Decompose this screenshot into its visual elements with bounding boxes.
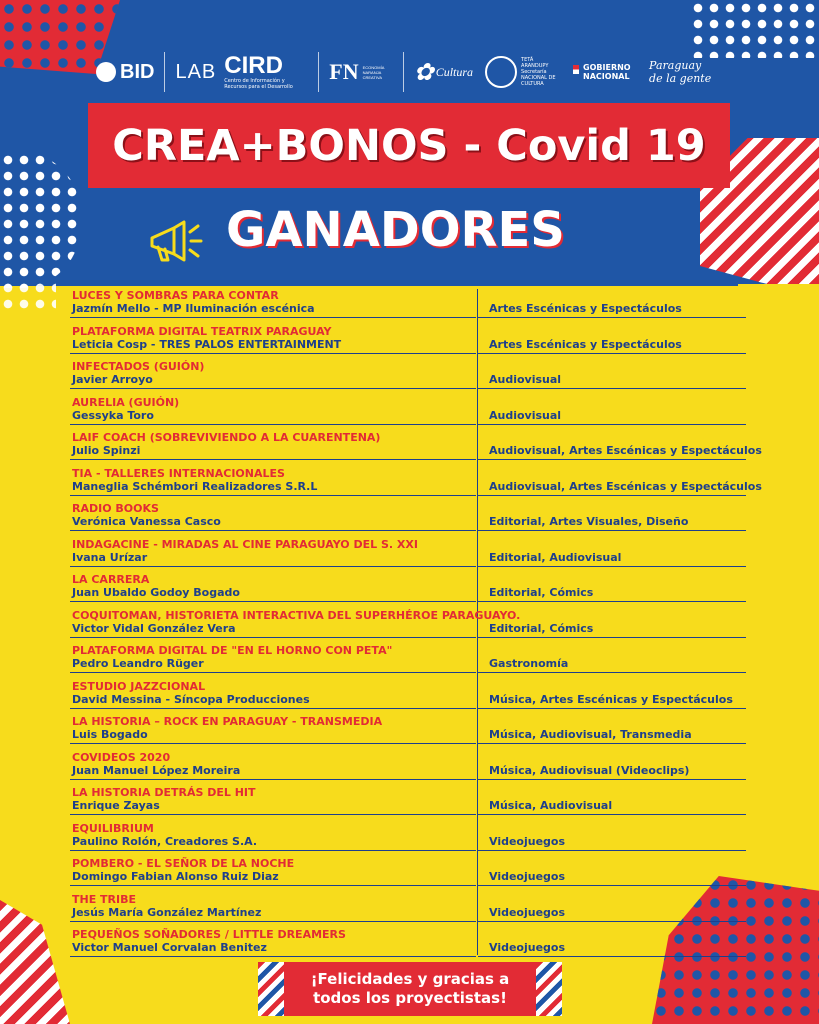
project-name: LUCES Y SOMBRAS PARA CONTAR (72, 289, 279, 302)
project-name: PLATAFORMA DIGITAL TEATRIX PARAGUAY (72, 324, 332, 338)
winner-row (0, 928, 819, 963)
winner-name: Juan Ubaldo Godoy Bogado (72, 586, 240, 599)
title-banner (88, 103, 730, 188)
category: Videojuegos (489, 870, 566, 883)
category: Audiovisual, Artes Escénicas y Espectáculos (489, 444, 762, 457)
project-name: INDAGACINE - MIRADAS AL CINE PARAGUAYO DEL S. XXI (72, 537, 418, 551)
flag-stripe-left (258, 962, 284, 1016)
category: Artes Escénicas y Espectáculos (489, 337, 682, 351)
cird-logo: CIRD Centro de Información y Recursos para el Desarrollo (224, 52, 293, 90)
sponsor-logos (96, 44, 736, 100)
row-divider (478, 956, 746, 957)
logo-divider (164, 52, 165, 92)
row-divider (478, 530, 746, 531)
row-divider (478, 672, 746, 673)
winner-row (0, 431, 819, 466)
winner-row (0, 396, 819, 431)
category: Videojuegos (489, 834, 566, 848)
row-divider (478, 353, 746, 354)
project-name: LA HISTORIA DETRÁS DEL HIT (72, 786, 256, 799)
row-divider (70, 530, 476, 531)
row-divider (478, 743, 746, 744)
globe-icon (96, 62, 116, 82)
project-name: TIA - TALLERES INTERNACIONALES (72, 466, 285, 480)
row-divider (478, 424, 746, 425)
winner-row (0, 573, 819, 608)
row-divider (70, 388, 476, 389)
project-name: POMBERO - EL SEÑOR DE LA NOCHE (72, 857, 295, 870)
category: Videojuegos (489, 905, 566, 919)
row-divider (478, 850, 746, 851)
winner-row (0, 893, 819, 928)
winner-name: Paulino Rolón, Creadores S.A. (72, 834, 258, 848)
row-divider (478, 566, 746, 567)
winner-name: Javier Arroyo (72, 373, 153, 386)
logo-divider (403, 52, 404, 92)
winner-row (0, 467, 819, 502)
logo-divider (318, 52, 319, 92)
project-name: LA CARRERA (72, 573, 150, 586)
row-divider (70, 601, 476, 602)
winner-name: Leticia Cosp - TRES PALOS ENTERTAINMENT (72, 337, 342, 351)
project-name: PEQUEÑOS SOÑADORES / LITTLE DREAMERS (72, 928, 346, 941)
row-divider (478, 637, 746, 638)
page-title: CREA+BONOS - Covid 19 (112, 120, 706, 171)
snc-logo: TETÃ ARANDUPY Secretaría NACIONAL DE CULTURA (485, 56, 561, 88)
fn-logo: FN ECONOMÍA NARANJA CREATIVA (329, 59, 385, 84)
winner-row (0, 502, 819, 537)
winner-name: Ivana Urízar (72, 550, 148, 564)
footer-banner (258, 962, 562, 1016)
row-divider (478, 814, 746, 815)
winner-row (0, 715, 819, 750)
row-divider (70, 317, 476, 318)
winner-row (0, 360, 819, 395)
winner-name: Jazmín Mello - MP Iluminación escénica (72, 302, 315, 315)
row-divider (478, 708, 746, 709)
row-divider (70, 459, 476, 460)
row-divider (478, 495, 746, 496)
category: Editorial, Artes Visuales, Diseño (489, 515, 689, 528)
winner-row (0, 325, 819, 360)
project-name: RADIO BOOKS (72, 502, 159, 515)
project-name: COQUITOMAN, HISTORIETA INTERACTIVA DEL SUPERHÉROE PARAGUAYO. (72, 608, 521, 622)
winner-row (0, 609, 819, 644)
row-divider (70, 637, 476, 638)
row-divider (70, 495, 476, 496)
winner-name: Maneglia Schémbori Realizadores S.R.L (72, 479, 318, 493)
flag-icon (573, 65, 579, 79)
category: Audiovisual, Artes Escénicas y Espectáculos (489, 479, 762, 493)
winner-name: Domingo Fabian Alonso Ruiz Diaz (72, 870, 279, 883)
project-name: LA HISTORIA – ROCK EN PARAGUAY - TRANSMEDIA (72, 715, 383, 728)
winner-name: Pedro Leandro Rüger (72, 657, 204, 670)
winner-row (0, 538, 819, 573)
row-divider (70, 921, 476, 922)
winner-row (0, 289, 819, 324)
winner-name: Verónica Vanessa Casco (72, 515, 221, 528)
winner-name: Victor Manuel Corvalan Benitez (72, 941, 267, 954)
row-divider (70, 956, 476, 957)
category: Editorial, Cómics (489, 586, 594, 599)
category: Artes Escénicas y Espectáculos (489, 302, 682, 315)
bid-logo: BID (96, 61, 154, 84)
winner-name: Victor Vidal González Vera (72, 621, 236, 635)
winner-name: Luis Bogado (72, 728, 148, 741)
winner-name: David Messina - Síncopa Producciones (72, 692, 310, 706)
flag-stripe-right (536, 962, 562, 1016)
row-divider (70, 672, 476, 673)
row-divider (70, 850, 476, 851)
row-divider (478, 885, 746, 886)
winner-row (0, 822, 819, 857)
project-name: COVIDEOS 2020 (72, 750, 171, 764)
row-divider (478, 388, 746, 389)
category: Audiovisual (489, 373, 562, 386)
project-name: LAIF COACH (SOBREVIVIENDO A LA CUARENTENA) (72, 431, 381, 444)
flower-icon: ✿ (413, 59, 434, 86)
winner-row (0, 786, 819, 821)
lab-logo: LAB (175, 60, 217, 83)
row-divider (70, 814, 476, 815)
row-divider (70, 708, 476, 709)
row-divider (70, 885, 476, 886)
winner-row (0, 751, 819, 786)
paraguay-de-la-gente-logo: Paraguay de la gente (649, 59, 712, 85)
category: Editorial, Audiovisual (489, 550, 622, 564)
project-name: ESTUDIO JAZZCIONAL (72, 679, 206, 693)
row-divider (478, 601, 746, 602)
row-divider (478, 459, 746, 460)
category: Audiovisual (489, 408, 562, 422)
national-seal-icon (485, 56, 517, 88)
row-divider (478, 921, 746, 922)
category: Editorial, Cómics (489, 621, 594, 635)
category: Música, Audiovisual (489, 799, 613, 812)
project-name: PLATAFORMA DIGITAL DE "EN EL HORNO CON PETA" (72, 644, 393, 657)
megaphone-icon (144, 214, 206, 264)
winner-row (0, 680, 819, 715)
row-divider (70, 779, 476, 780)
category: Gastronomía (489, 657, 569, 670)
winners-heading: GANADORES (226, 202, 565, 258)
gobierno-logo: GOBIERNO NACIONAL (573, 63, 635, 81)
winner-row (0, 857, 819, 892)
category: Música, Audiovisual, Transmedia (489, 728, 692, 741)
row-divider (70, 743, 476, 744)
winner-name: Juan Manuel López Moreira (72, 763, 241, 777)
category: Música, Artes Escénicas y Espectáculos (489, 692, 733, 706)
winner-name: Julio Spinzi (72, 444, 141, 457)
project-name: EQUILIBRIUM (72, 821, 154, 835)
project-name: THE TRIBE (72, 892, 137, 906)
project-name: INFECTADOS (GUIÓN) (72, 360, 205, 373)
winner-name: Jesús María González Martínez (72, 905, 262, 919)
footer-message: ¡Felicidades y gracias a todos los proyectistas! (310, 970, 510, 1007)
winner-row (0, 644, 819, 679)
row-divider (70, 424, 476, 425)
category: Música, Audiovisual (Videoclips) (489, 763, 690, 777)
cultura-logo: ✿ Cultura (413, 59, 474, 86)
row-divider (70, 566, 476, 567)
winner-name: Gessyka Toro (72, 408, 154, 422)
row-divider (478, 317, 746, 318)
project-name: AURELIA (GUIÓN) (72, 395, 180, 409)
row-divider (478, 779, 746, 780)
winner-name: Enrique Zayas (72, 799, 160, 812)
row-divider (70, 353, 476, 354)
category: Videojuegos (489, 941, 566, 954)
